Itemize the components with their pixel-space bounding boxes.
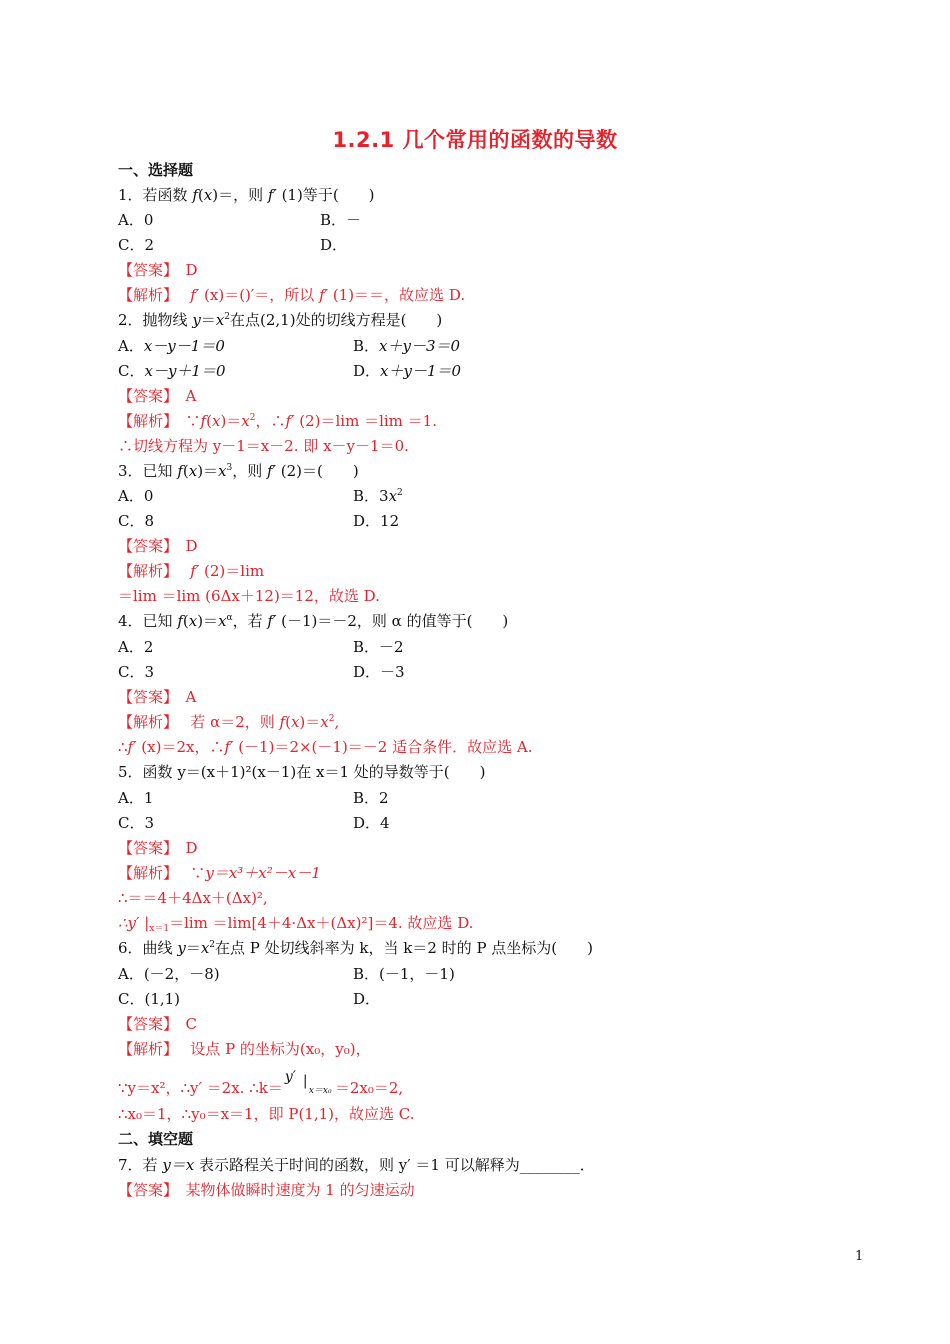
question-3-option-b: B．$3x^2$ <box>353 487 403 505</box>
question-4-option-a: A．2 <box>118 638 154 656</box>
question-4-option-c: C．3 <box>118 663 155 681</box>
section-heading-fill: 二、填空题 <box>118 1130 194 1148</box>
derivative-evaluation-notation: y′ | x＝x₀ <box>284 1069 332 1096</box>
question-4-answer: 【答案】 A <box>118 688 197 706</box>
question-6-option-b: B．(－1，－1) <box>353 965 455 983</box>
question-3-option-a: A．0 <box>118 487 154 505</box>
question-3-answer: 【答案】 D <box>118 537 198 555</box>
question-2-analysis-1: 【解析】 $\because f(x)=x^2$，∴f′ (2)＝lim ＝lim ＝1. <box>118 412 437 430</box>
question-2-option-d: D．x＋y－1＝0 <box>353 362 462 380</box>
question-5-analysis-3: ∴y′ $|_{x=1}=\lim =\lim[4+4\cdot\Delta x+(\Delta x)^2]=4$. 故应选 D. <box>118 914 474 934</box>
question-2-option-a: A．x－y－1＝0 <box>118 337 225 355</box>
page-number: 1 <box>855 1249 864 1264</box>
question-1-analysis: 【解析】 f′ (x)＝()′＝，所以 f′ (1)＝＝，故应选 D. <box>118 286 466 304</box>
section-heading-choice: 一、选择题 <box>118 161 194 179</box>
question-5-analysis-2: ∴＝＝4＋4Δx＋(Δx)², <box>118 889 268 907</box>
question-1-stem: 1．若函数 f(x)＝，则 f′ (1)等于( ) <box>118 186 375 204</box>
question-6-stem: 6．曲线 $y=x^2$在点 P 处切线斜率为 k，当 k＝2 时的 P 点坐标为( ) <box>118 939 594 957</box>
question-7-answer: 【答案】 某物体做瞬时速度为 1 的匀速运动 <box>118 1181 415 1199</box>
question-2-option-c: C．x－y＋1＝0 <box>118 362 226 380</box>
question-3-option-c: C．8 <box>118 512 155 530</box>
question-5-option-d: D．4 <box>353 814 390 832</box>
question-6-option-d: D． <box>353 990 381 1008</box>
question-5-answer: 【答案】 D <box>118 839 198 857</box>
question-5-option-b: B．2 <box>353 789 389 807</box>
question-4-analysis-2: ∴f′ (x)＝2x，∴f′ (－1)＝2×(－1)＝－2 适合条件．故应选 A. <box>118 738 533 756</box>
question-1-option-b: B．－ <box>320 211 362 229</box>
question-3-stem: 3．已知 $f(x)=x^3$，则 f′ (2)＝( ) <box>118 462 359 480</box>
question-4-analysis-1: 【解析】 若 α＝2，则 $f(x)=x^2$, <box>118 713 340 731</box>
question-6-analysis-2: ∵y＝x²，∴y′ ＝2x. ∴k＝ y′ | x＝x₀ ＝2x₀＝2, <box>118 1069 404 1097</box>
question-7-stem: 7．若 y＝x 表示路程关于时间的函数，则 y′ ＝1 可以解释为________． <box>118 1156 595 1174</box>
question-6-analysis-3: ∴x₀＝1，∴y₀＝x＝1，即 P(1,1)，故应选 C. <box>118 1105 415 1123</box>
question-4-option-b: B．－2 <box>353 638 404 656</box>
question-3-option-d: D．12 <box>353 512 400 530</box>
question-3-analysis-2: ＝lim ＝lim (6Δx＋12)＝12，故选 D. <box>118 587 380 605</box>
question-5-analysis-1: 【解析】 ∵y＝x³＋x²－x－1 <box>118 864 321 882</box>
question-2-analysis-2: ∴切线方程为 y－1＝x－2. 即 x－y－1＝0. <box>118 437 409 455</box>
page-title: 1.2.1 几个常用的函数的导数 <box>332 128 618 152</box>
question-2-answer: 【答案】 A <box>118 387 197 405</box>
question-6-analysis-1: 【解析】 设点 P 的坐标为(x₀，y₀)， <box>118 1040 371 1058</box>
question-6-option-a: A．(－2，－8) <box>118 965 220 983</box>
question-1-answer: 【答案】 D <box>118 261 198 279</box>
question-2-option-b: B．x＋y－3＝0 <box>353 337 461 355</box>
question-2-stem: 2．抛物线 $y=x^2$在点(2,1)处的切线方程是( ) <box>118 311 443 329</box>
question-5-stem: 5．函数 y＝(x＋1)²(x－1)在 x＝1 处的导数等于( ) <box>118 763 486 781</box>
question-4-option-d: D．－3 <box>353 663 405 681</box>
question-3-analysis-1: 【解析】 f′ (2)＝lim <box>118 562 265 580</box>
question-1-option-a: A．0 <box>118 211 154 229</box>
question-4-stem: 4．已知 $f(x)=x^\alpha$，若 f′ (－1)＝－2，则 α 的值等于( ) <box>118 612 509 630</box>
question-6-option-c: C．(1,1) <box>118 990 181 1008</box>
question-1-option-d: D． <box>320 236 348 254</box>
question-1-option-c: C．2 <box>118 236 155 254</box>
question-5-option-a: A．1 <box>118 789 154 807</box>
question-5-option-c: C．3 <box>118 814 155 832</box>
question-6-answer: 【答案】 C <box>118 1015 198 1033</box>
